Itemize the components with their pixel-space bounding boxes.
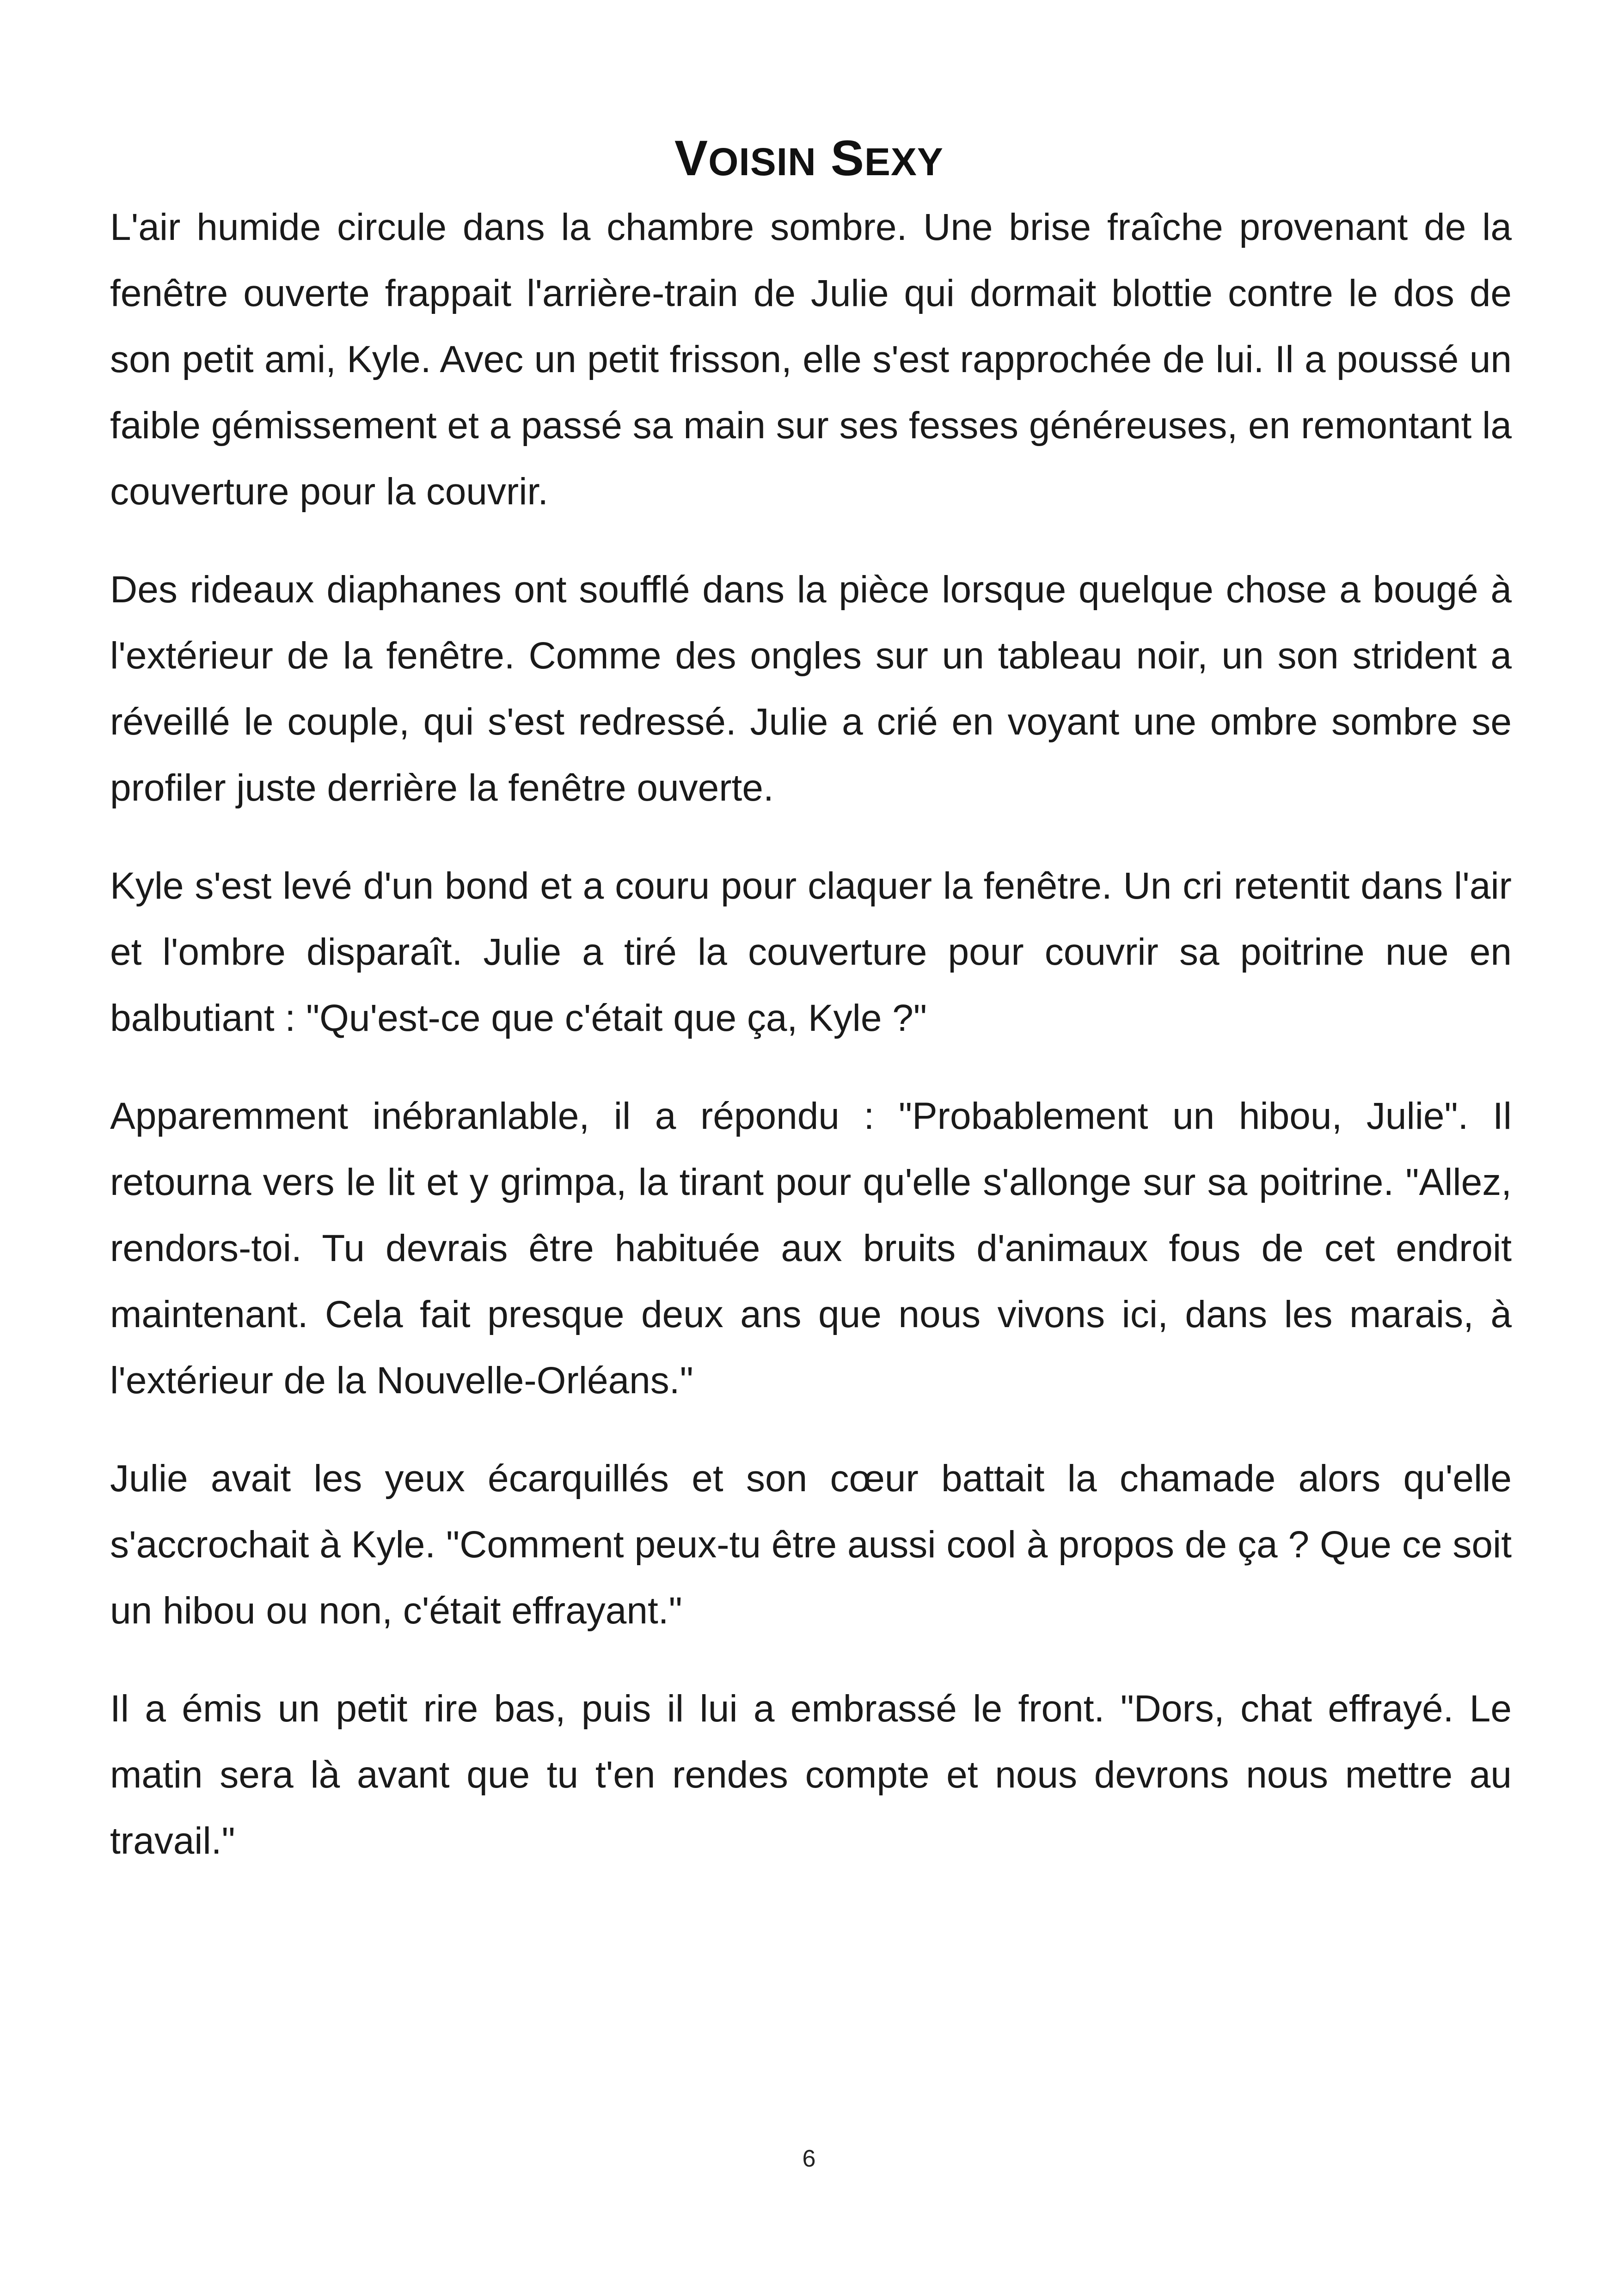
- paragraph: Il a émis un petit rire bas, puis il lui a embrassé le front. "Dors, chat effrayé. Le matin sera là avant que tu t'en rendes compte et nous devrons nous mettre au travail.": [110, 1688, 1512, 1862]
- paragraph: Apparemment inébranlable, il a répondu : "Probablement un hibou, Julie". Il retourna vers le lit et y grimpa, la tirant pour qu'elle s'allonge sur sa poitrine. "Allez, rendors-toi. Tu devrais être habituée aux bruits d'animaux fous de cet endroit maintenant. Cela fait presque deux ans que nous vivons ici, dans les marais, à l'extérieur de la Nouvelle-Orléans.": [110, 1095, 1512, 1402]
- chapter-body: [110, 194, 1512, 1906]
- page-number: 6: [802, 2145, 816, 2172]
- paragraph: Des rideaux diaphanes ont soufflé dans la pièce lorsque quelque chose a bougé à l'extérieur de la fenêtre. Comme des ongles sur un tableau noir, un son strident a réveillé le couple, qui s'est redressé. Julie a crié en voyant une ombre sombre se profiler juste derrière la fenêtre ouverte.: [110, 569, 1512, 809]
- title-initial-1: V: [674, 130, 709, 186]
- paragraph: Kyle s'est levé d'un bond et a couru pour claquer la fenêtre. Un cri retentit dans l'air et l'ombre disparaît. Julie a tiré la couverture pour couvrir sa poitrine nue en balbutiant : "Qu'est-ce que c'était que ça, Kyle ?": [110, 865, 1512, 1039]
- paragraph: Julie avait les yeux écarquillés et son cœur battait la chamade alors qu'elle s'accrochait à Kyle. "Comment peux-tu être aussi cool à propos de ça ? Que ce soit un hibou ou non, c'était effrayant.": [110, 1457, 1512, 1632]
- title-rest-2: EXY: [864, 140, 944, 184]
- chapter-title: [0, 128, 1618, 192]
- title-rest-1: OISIN: [708, 140, 816, 184]
- title-initial-2: S: [830, 130, 864, 186]
- paragraph: L'air humide circule dans la chambre sombre. Une brise fraîche provenant de la fenêtre ouverte frappait l'arrière-train de Julie qui dormait blottie contre le dos de son petit ami, Kyle. Avec un petit frisson, elle s'est rapprochée de lui. Il a poussé un faible gémissement et a passé sa main sur ses fesses généreuses, en remontant la couverture pour la couvrir.: [110, 206, 1512, 513]
